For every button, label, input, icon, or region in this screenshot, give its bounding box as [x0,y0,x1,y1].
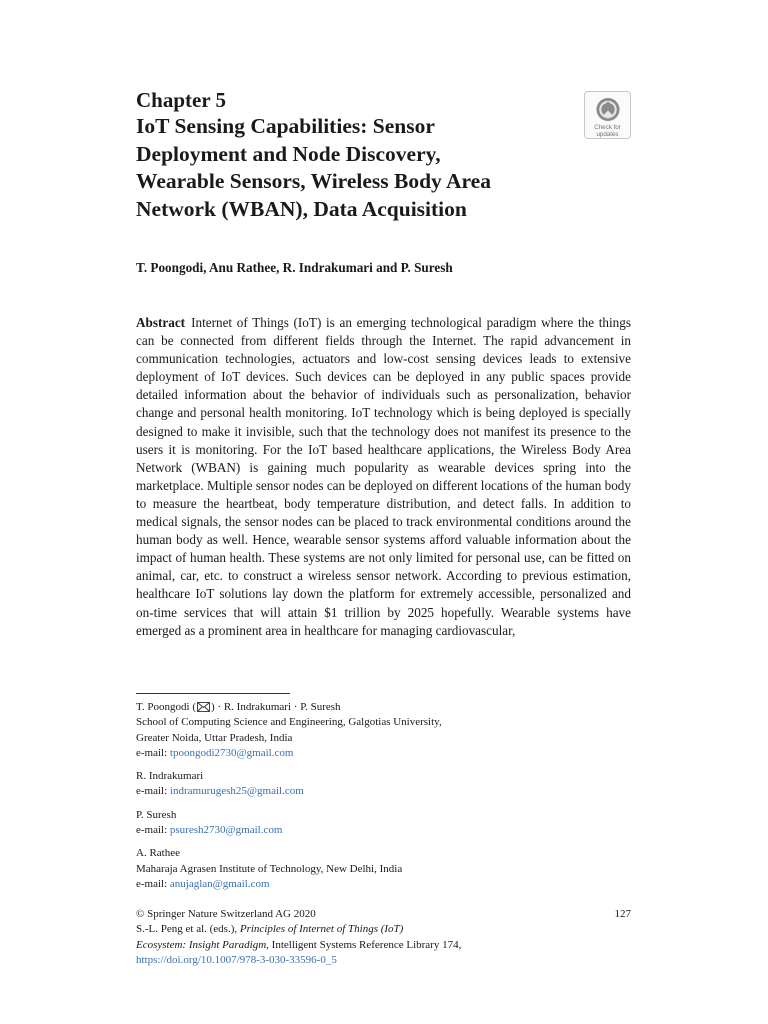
chapter-label: Chapter 5 [136,88,227,112]
email-label: e-mail: [136,877,170,890]
badge-text-line: updates [596,131,619,138]
check-for-updates-label [594,124,620,138]
page-number: 127 [614,908,631,920]
abstract-heading: Abstract [136,315,186,330]
email-label: e-mail: [136,824,170,837]
book-title-part: Ecosystem: Insight Paradigm [136,938,267,951]
chapter-title-line: Deployment and Node Discovery, [136,141,441,166]
author-footnotes [136,700,631,900]
citation-editors: S.-L. Peng et al. (eds.), [136,923,240,936]
footnote-email-line [136,746,631,761]
email-link[interactable]: anujaglan@gmail.com [169,877,270,890]
footnote-affiliation-line: School of Computing Science and Engineering, Galgotias University, [136,716,442,729]
footnote-email-line [136,823,631,838]
series-info: , Intelligent Systems Reference Library 174, [266,938,462,951]
footnote-rule [136,693,290,694]
check-for-updates-icon [595,97,621,122]
doi-line [136,953,631,968]
email-label: e-mail: [136,785,170,798]
email-label: e-mail: [136,746,170,759]
footnote-author-2 [136,769,631,800]
citation-line [136,938,631,953]
abstract-body: Internet of Things (IoT) is an emerging technological paradigm where the things can be connected from different fields through the Internet. The rapid advancement in communication technologies, actuators and low-cost sensing devices leads to extensive deployment of IoT devices. Such devices can be deployed in any public spaces provide detailed information about the behavior of individuals such as personalization, behavior change and personal health monitoring. IoT technology which is being deployed is specially designed to make it invisible, such that the technology does not manifest its presence to the users it is monitoring. For the IoT based healthcare applications, the Wireless Body Area Network (WBAN) is gaining much popularity as wearable devices spring into the marketplace. Multiple sensor nodes can be deployed on different locations of the human body to measure the heartbeat, body temperature distribution, and detect falls. In addition to medical signals, the sensor nodes can be placed to track environmental conditions around the human body as well. Hence, wearable sensor systems afford valuable information about the impact of human health. These systems are not only limited for personal use, can be fitted on animal, car, etc. to construct a wireless sensor network. According to previous estimation, healthcare IoT solutions lay down the platform for extremely accessible, personalized and on-time services that will attain $1 trillion by 2025 hopefully. Wearable systems have emerged as a prominent area in healthcare for managing cardiovascular, [136,315,631,638]
author-list: T. Poongodi, Anu Rathee, R. Indrakumari and P. Suresh [136,260,453,275]
email-link[interactable]: indramurugesh25@gmail.com [169,785,304,798]
footnote-email-line [136,877,631,892]
copyright-block [136,907,631,968]
footnote-author-3 [136,808,631,839]
chapter-title-line: Wearable Sensors, Wireless Body Area [136,169,491,193]
chapter-title-line: Network (WBAN), Data Acquisition [136,196,467,221]
copyright-line: © Springer Nature Switzerland AG 2020 [136,908,316,920]
footnote-author-name: R. Indrakumari [136,770,204,783]
footnote-names-after: ) · R. Indrakumari · P. Suresh [211,701,341,713]
footnote-affiliation-line: Greater Noida, Uttar Pradesh, India [136,731,293,744]
book-title-part: Principles of Internet of Things (IoT) [239,923,404,936]
chapter-title-line: IoT Sensing Capabilities: Sensor [136,114,435,138]
chapter-title [136,113,576,223]
email-link[interactable]: psuresh2730@gmail.com [169,824,283,837]
citation-line [136,922,631,937]
footnote-email-line [136,784,631,799]
abstract [136,314,631,640]
envelope-icon[interactable] [197,702,210,712]
footnote-author-names [136,700,631,715]
badge-text-line: Check for [594,124,621,131]
doi-link[interactable]: https://doi.org/10.1007/978-3-030-33596-0_5 [136,953,337,966]
footnote-author-name: P. Suresh [136,808,177,821]
check-for-updates-badge[interactable] [584,91,631,139]
footnote-names-before: T. Poongodi ( [136,701,196,713]
footnote-author-name: A. Rathee [136,847,180,860]
footnote-author-4 [136,846,631,892]
email-link[interactable]: tpoongodi2730@gmail.com [169,746,294,759]
footnote-affiliation-1 [136,700,631,761]
footnote-affiliation-line: Maharaja Agrasen Institute of Technology, New Delhi, India [136,862,403,875]
